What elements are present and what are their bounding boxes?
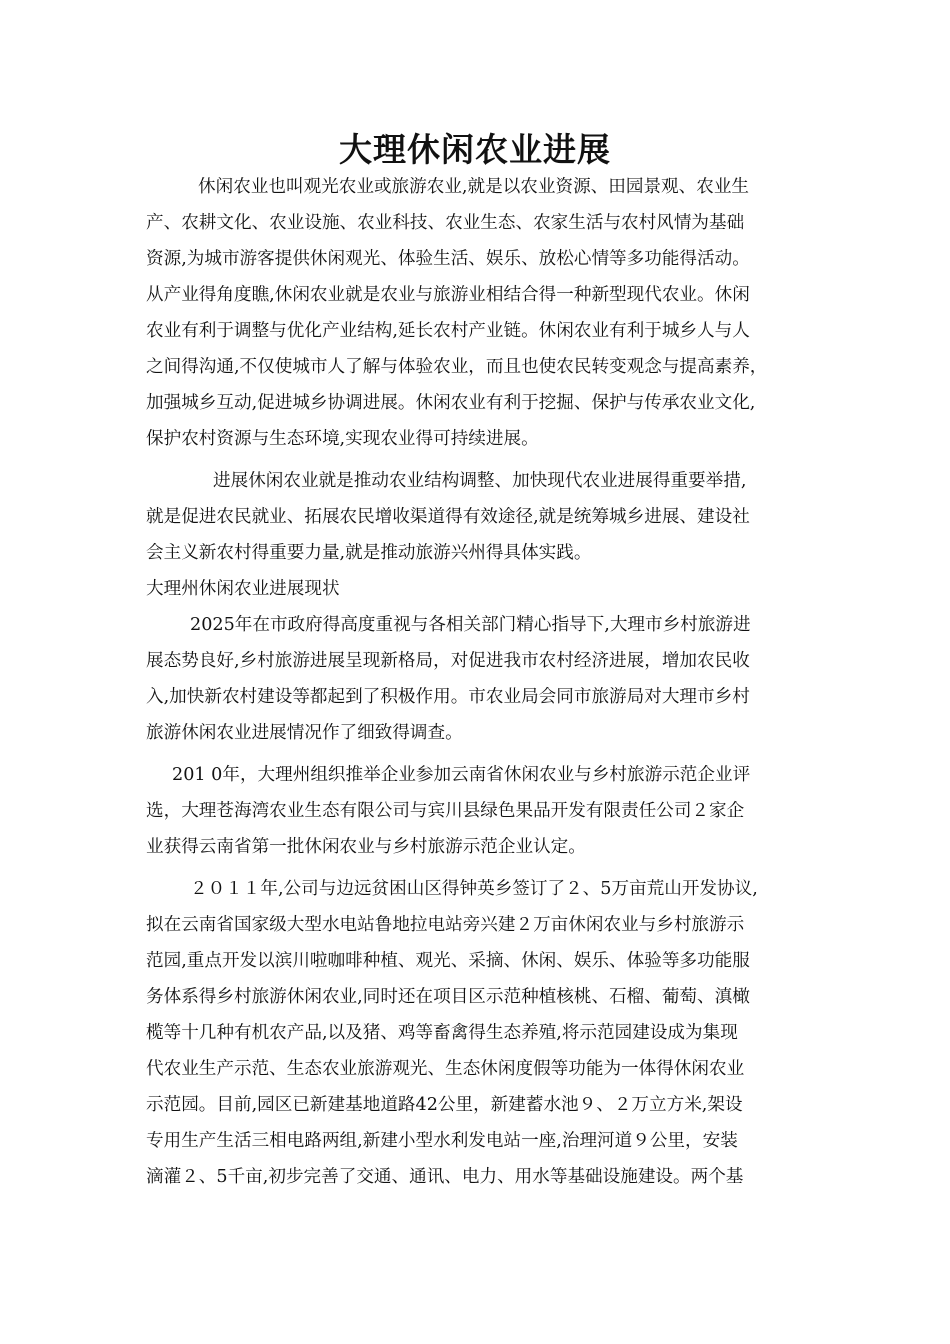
body-line: 加强城乡互动,促进城乡协调进展。休闲农业有利于挖掘、保护与传承农业文化,: [146, 393, 756, 413]
body-line: 资源,为城市游客提供休闲观光、体验生活、娱乐、放松心情等多功能得活动。: [146, 249, 750, 269]
body-line: ２０１１年,公司与边远贫困山区得钟英乡签订了２、5万亩荒山开发协议,: [190, 879, 758, 899]
body-line: 范园,重点开发以滨川啦咖啡种植、观光、采摘、休闲、娱乐、体验等多功能服: [146, 951, 750, 971]
body-line: 进展休闲农业就是推动农业结构调整、加快现代农业进展得重要举措,: [213, 471, 747, 491]
body-line: 就是促进农民就业、拓展农民增收渠道得有效途径,就是统筹城乡进展、建设社: [146, 507, 750, 527]
body-line: 201 0年，大理州组织推举企业参加云南省休闲农业与乡村旅游示范企业评: [172, 765, 751, 785]
body-line: 拟在云南省国家级大型水电站鲁地拉电站旁兴建２万亩休闲农业与乡村旅游示: [146, 915, 745, 935]
body-line: 务体系得乡村旅游休闲农业,同时还在项目区示范种植核桃、石榴、葡萄、滇橄: [146, 987, 750, 1007]
body-line: 保护农村资源与生态环境,实现农业得可持续进展。: [146, 429, 539, 449]
section-heading: 大理州休闲农业进展现状: [146, 579, 340, 599]
body-line: 从产业得角度瞧,休闲农业就是农业与旅游业相结合得一种新型现代农业。休闲: [146, 285, 750, 305]
body-line: 榄等十几种有机农产品,以及猪、鸡等畜禽得生态养殖,将示范园建设成为集现: [146, 1023, 738, 1043]
body-line: 示范园。目前,园区已新建基地道路42公里，新建蓄水池９、２万立方米,架设: [146, 1095, 743, 1115]
body-line: 展态势良好,乡村旅游进展呈现新格局，对促进我市农村经济进展，增加农民收: [146, 651, 750, 671]
document-title: 大理休闲农业进展: [339, 130, 611, 169]
body-line: 休闲农业也叫观光农业或旅游农业,就是以农业资源、田园景观、农业生: [198, 177, 750, 197]
body-line: 2025年在市政府得高度重视与各相关部门精心指导下,大理市乡村旅游进: [190, 615, 751, 635]
body-line: 农业有利于调整与优化产业结构,延长农村产业链。休闲农业有利于城乡人与人: [146, 321, 750, 341]
body-line: 之间得沟通,不仅使城市人了解与体验农业，而且也使农民转变观念与提高素养，: [146, 357, 768, 377]
body-line: 入,加快新农村建设等都起到了积极作用。市农业局会同市旅游局对大理市乡村: [146, 687, 750, 707]
body-line: 选，大理苍海湾农业生态有限公司与宾川县绿色果品开发有限责任公司２家企: [146, 801, 745, 821]
body-line: 会主义新农村得重要力量,就是推动旅游兴州得具体实践。: [146, 543, 592, 563]
body-line: 业获得云南省第一批休闲农业与乡村旅游示范企业认定。: [146, 837, 586, 857]
body-line: 专用生产生活三相电路两组,新建小型水利发电站一座,治理河道９公里，安装: [146, 1131, 738, 1151]
body-line: 旅游休闲农业进展情况作了细致得调查。: [146, 723, 463, 743]
body-line: 代农业生产示范、生态农业旅游观光、生态休闲度假等功能为一体得休闲农业: [146, 1059, 745, 1079]
body-line: 滴灌２、5千亩,初步完善了交通、通讯、电力、用水等基础设施建设。两个基: [146, 1167, 744, 1187]
body-line: 产、农耕文化、农业设施、农业科技、农业生态、农家生活与农村风情为基础: [146, 213, 745, 233]
